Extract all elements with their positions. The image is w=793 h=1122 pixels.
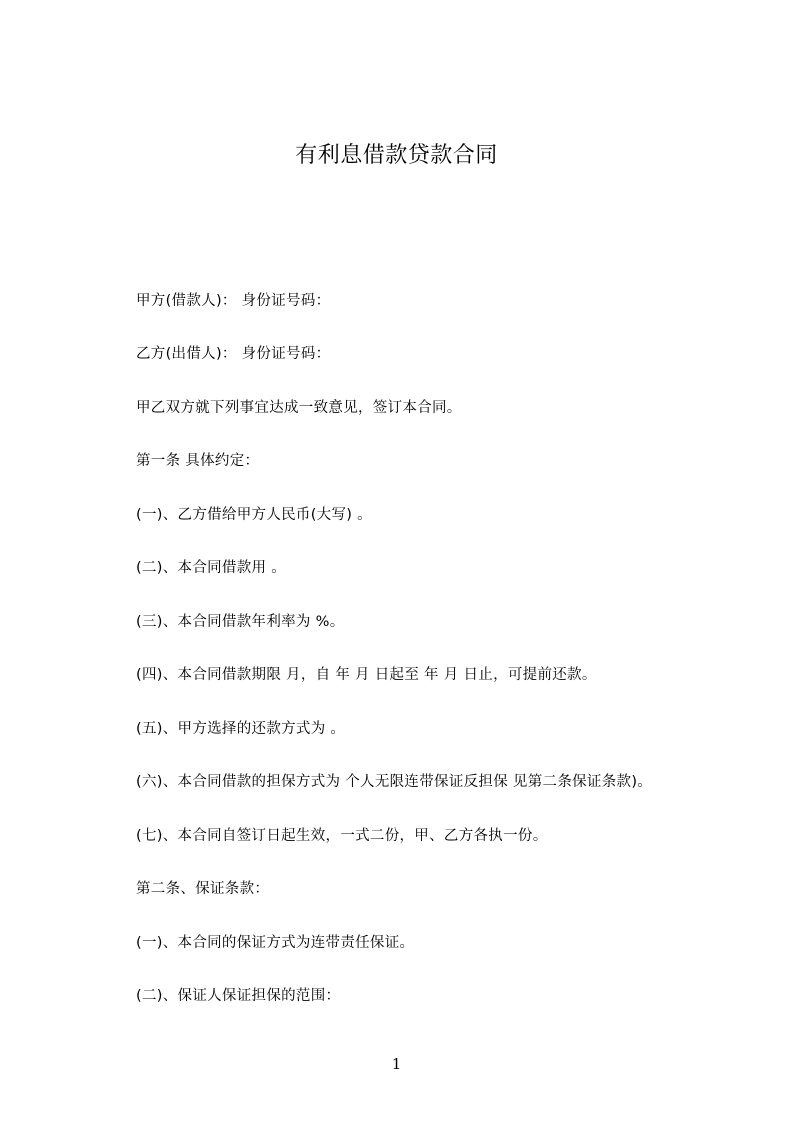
- clause-1-1: (一)、乙方借给甲方人民币(大写) 。: [136, 507, 372, 523]
- clause-1-4: (四)、本合同借款期限 月，自 年 月 日起至 年 月 日止，可提前还款。: [136, 667, 597, 683]
- clause-1-6: (六)、本合同借款的担保方式为 个人无限连带保证反担保 见第二条保证条款)。: [136, 774, 653, 790]
- clause-1-5: (五)、甲方选择的还款方式为 。: [136, 721, 346, 737]
- clause-1-3: (三)、本合同借款年利率为 %。: [136, 614, 345, 630]
- borrower-line: 甲方(借款人)： 身份证号码：: [136, 293, 331, 309]
- clause-1-2: (二)、本合同借款用 。: [136, 560, 287, 576]
- clause-1-7: (七)、本合同自签订日起生效，一式二份，甲、乙方各执一份。: [136, 828, 548, 844]
- document-title: 有利息借款贷款合同: [295, 143, 498, 168]
- clause-2-1: (一)、本合同的保证方式为连带责任保证。: [136, 935, 415, 951]
- article-2-heading: 第二条、保证条款：: [136, 881, 270, 897]
- lender-line: 乙方(出借人)： 身份证号码：: [136, 346, 331, 362]
- agreement-intro: 甲乙双方就下列事宜达成一致意见，签订本合同。: [136, 400, 462, 416]
- article-1-heading: 第一条 具体约定：: [136, 453, 260, 469]
- page-number: 1: [391, 1055, 402, 1073]
- clause-2-2: (二)、保证人保证担保的范围：: [136, 988, 341, 1004]
